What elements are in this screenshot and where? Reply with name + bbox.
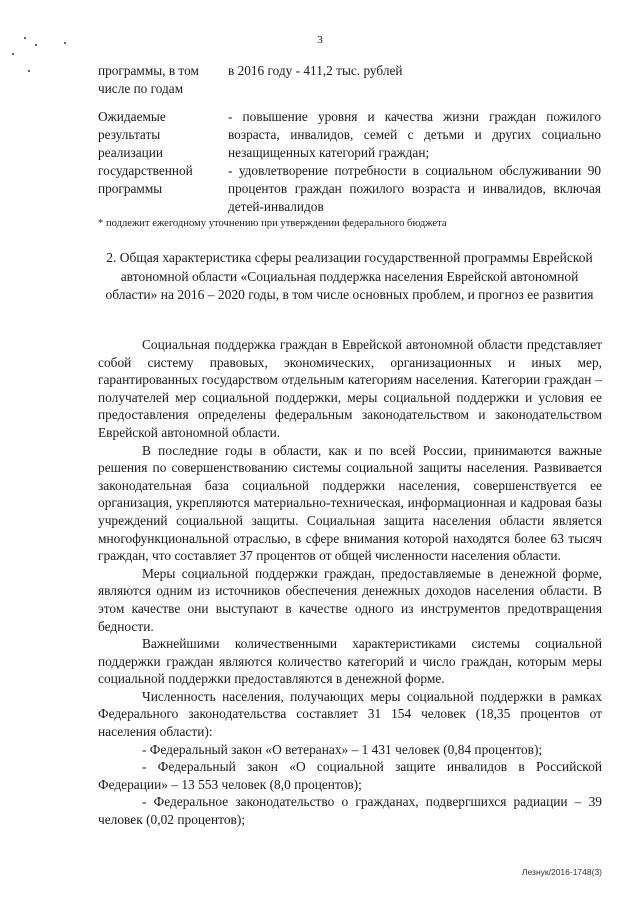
- value-line: - удовлетворение потребности в социальном обслуживании 90 процентов граждан пожилого возраста и инвалидов, включая детей-инвалидов: [228, 163, 601, 214]
- row-label: Ожидаемые результаты реализации государственной программы: [98, 109, 193, 196]
- list-item: - Федеральное законодательство о гражданах, подвергшихся радиации – 39 человек (0,02 процентов);: [98, 794, 602, 828]
- document-code: Лезнук/2016-1748(3): [521, 867, 602, 877]
- row-value: [228, 108, 601, 216]
- row-label: программы, в том числе по годам: [98, 63, 199, 96]
- program-passport-table: [98, 62, 601, 216]
- list-item: - Федеральный закон «О ветеранах» – 1 431 человек (0,84 процентов);: [142, 741, 543, 757]
- row-value: [228, 62, 601, 98]
- value-line: - повышение уровня и качества жизни граждан пожилого возраста, инвалидов, семей с детьми и других социально незащищенных категорий граждан;: [228, 109, 601, 160]
- table-row: [98, 62, 601, 98]
- body-text: [98, 336, 602, 829]
- paragraph: Важнейшими количественными характеристиками системы социальной поддержки граждан являются количество категорий и число граждан, которым меры социальной поддержки предоставляются в денежной форме.: [98, 636, 602, 687]
- section-title: 2. Общая характеристика сферы реализации государственной программы Еврейской автономной области «Социальная поддержка населения Еврейской автономной области» на 2016 – 2020 годы, в том числе основных проблем, и прогноз ее развития: [105, 250, 594, 302]
- footnote: * подлежит ежегодному уточнению при утверждении федерального бюджета: [98, 218, 447, 229]
- paragraph: В последние годы в области, как и по всей России, принимаются важные решения по совершенствованию системы социальной защиты населения. Развивается законодательная база социальной поддержки населения, совершенствуется ее организация, укрепляются материально-техническая, информационная и кадровая базы учреждений социальной защиты. Социальная защита населения области является многофункциональной отраслью, в сфере внимания которой находятся более 63 тысяч граждан, что составляет 37 процентов от общей численности населения области.: [98, 442, 602, 564]
- paragraph: Численность населения, получающих меры социальной поддержки в рамках Федерального законодательства составляет 31 154 человек (18,35 процентов от населения области):: [98, 688, 602, 740]
- value-line: в 2016 году - 411,2 тыс. рублей: [228, 63, 403, 78]
- table-row: [98, 108, 601, 216]
- page-number: 3: [317, 34, 323, 46]
- list-item: - Федеральный закон «О социальной защите инвалидов в Российской Федерации» – 13 553 человек (8,0 процентов);: [98, 759, 602, 792]
- paragraph: Меры социальной поддержки граждан, предоставляемые в денежной форме, являются одним из источников обеспечения денежных доходов населения области. В этом качестве они выступают в качестве одного из инструментов предотвращения бедности.: [98, 565, 602, 634]
- paragraph: Социальная поддержка граждан в Еврейской автономной области представляет собой систему правовых, экономических, организационных и иных мер, гарантированных государством отдельным категориям населения. Категории граждан – получателей мер социальной поддержки, меры социальной поддержки и условия ее предоставления определены федеральным законодательством и законодательством Еврейской автономной области.: [98, 337, 602, 440]
- scan-speck: [12, 53, 14, 55]
- scan-speck: [28, 70, 30, 72]
